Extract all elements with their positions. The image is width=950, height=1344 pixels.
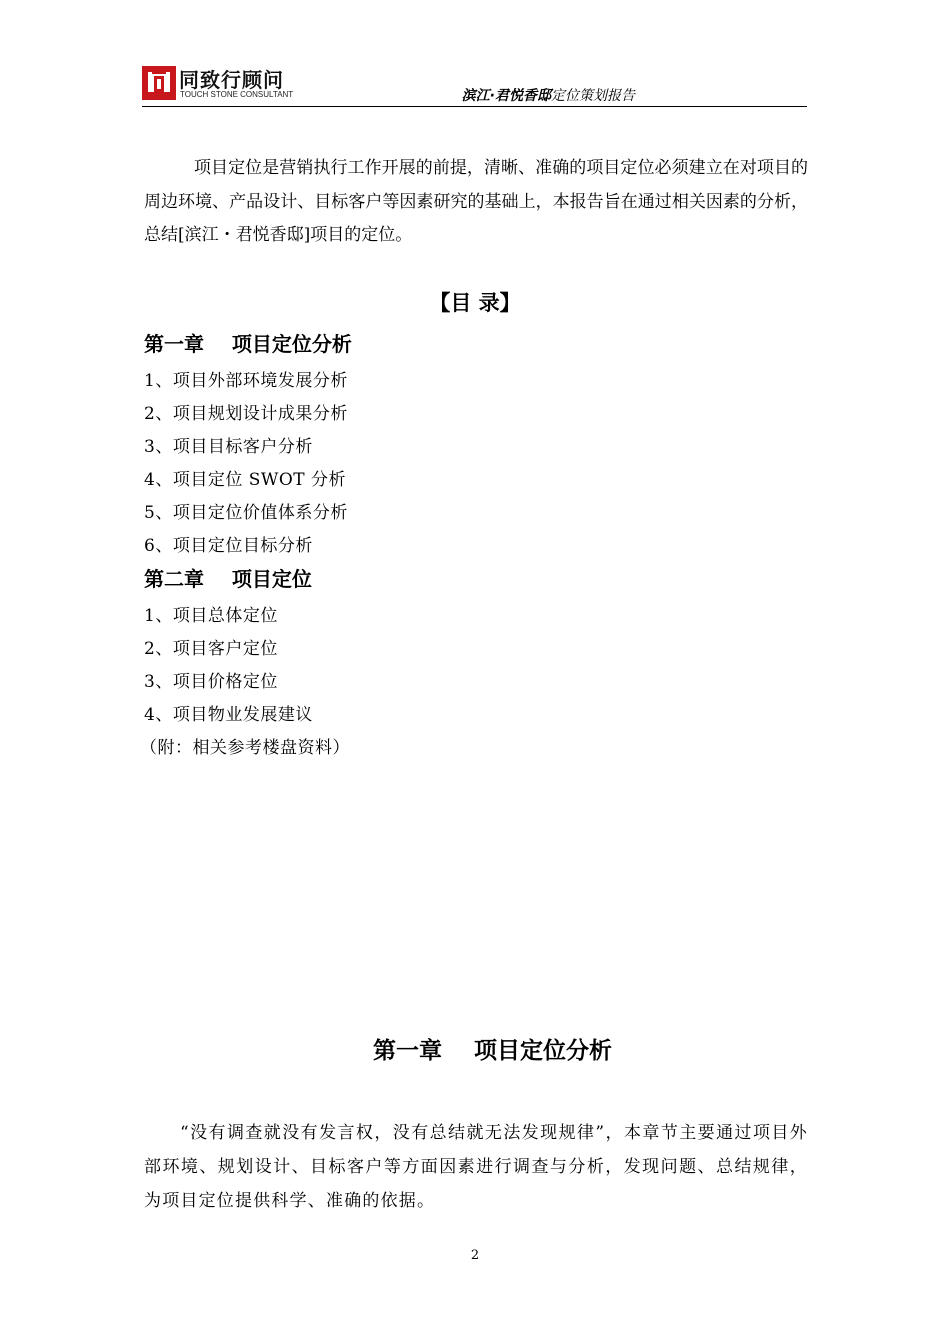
toc-item: 6、项目定位目标分析 bbox=[144, 536, 313, 556]
intro-paragraph: 项目定位是营销执行工作开展的前提，清晰、准确的项目定位必须建立在对项目的周边环境、产品设计、目标客户等因素研究的基础上，本报告旨在通过相关因素的分析，总结[滨江・君悦香邸]项目的定位。 bbox=[144, 158, 808, 245]
toc-title: 【目 录】 bbox=[429, 291, 521, 315]
toc-item: 2、项目客户定位 bbox=[144, 639, 278, 659]
report-title bbox=[462, 85, 635, 105]
toc-item: 4、项目物业发展建议 bbox=[144, 705, 313, 725]
toc-item: 1、项目总体定位 bbox=[144, 606, 278, 626]
section-title: 第一章 项目定位分析 bbox=[372, 1038, 613, 1064]
toc-item: 3、项目目标客户分析 bbox=[144, 437, 313, 457]
toc-item: 1、项目外部环境发展分析 bbox=[144, 371, 348, 391]
logo-english-name: TOUCH STONE CONSULTANT bbox=[180, 90, 294, 99]
toc-item: 3、项目价格定位 bbox=[144, 672, 278, 692]
report-project-name: 滨江·君悦香邸 bbox=[461, 88, 551, 104]
report-title-suffix: 定位策划报告 bbox=[551, 88, 635, 104]
logo-chinese-name: 同致行顾问 bbox=[179, 68, 284, 92]
toc-item: 5、项目定位价值体系分析 bbox=[144, 503, 348, 523]
company-logo bbox=[142, 66, 302, 102]
page-number: 2 bbox=[470, 1248, 480, 1263]
page-header bbox=[142, 62, 807, 107]
logo-mark-icon bbox=[142, 66, 176, 100]
toc-chapter-2: 第二章 项目定位 bbox=[144, 567, 312, 591]
toc-item: 4、项目定位 SWOT 分析 bbox=[144, 470, 347, 490]
toc-item: 2、项目规划设计成果分析 bbox=[144, 404, 348, 424]
toc-appendix: （附：相关参考楼盘资料） bbox=[140, 738, 350, 758]
toc-chapter-1: 第一章 项目定位分析 bbox=[144, 332, 352, 356]
section-body-paragraph: “没有调查就没有发言权，没有总结就无法发现规律”，本章节主要通过项目外部环境、规划设计、目标客户等方面因素进行调查与分析，发现问题、总结规律，为项目定位提供科学、准确的依据。 bbox=[144, 1123, 808, 1211]
